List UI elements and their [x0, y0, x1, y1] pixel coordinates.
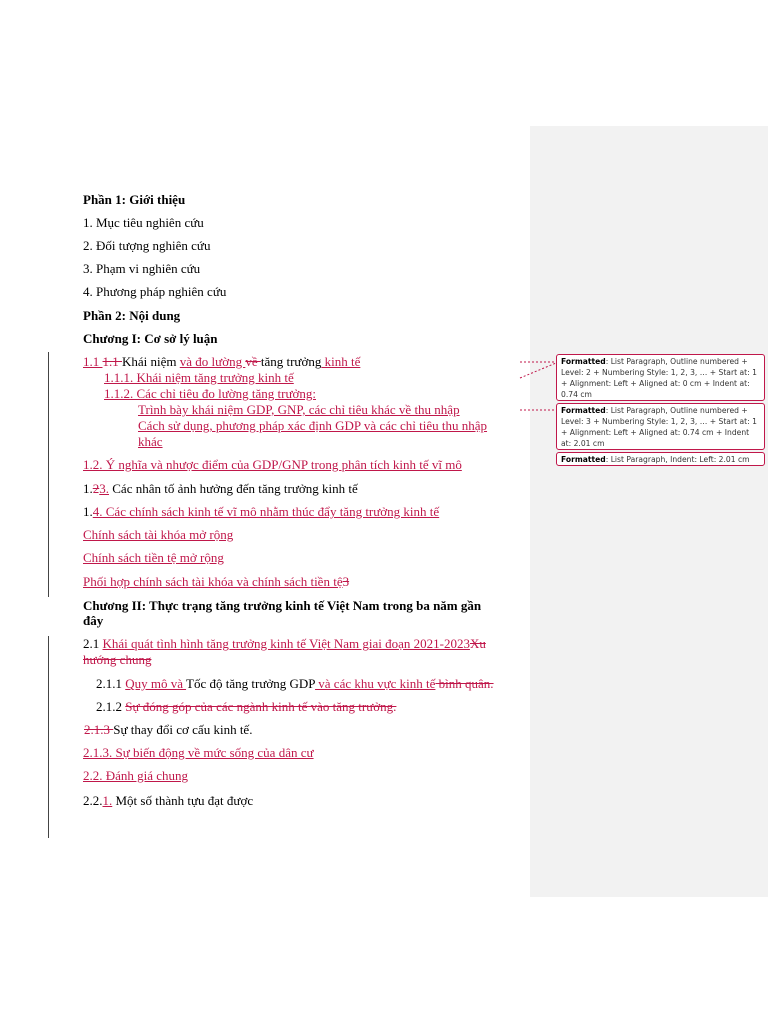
section-2-2: 2.2. Đánh giá chung — [83, 768, 189, 783]
tracked-insert: và các khu vực kinh tế — [315, 676, 436, 691]
chapter2-heading: Chương II: Thực trạng tăng trưởng kinh tế Việt Nam trong ba năm gần — [83, 598, 482, 613]
part2-heading: Phần 2: Nội dung — [83, 308, 181, 323]
policy-item: Chính sách tiền tệ mở rộng — [83, 550, 224, 565]
section-2-2-1 — [83, 793, 253, 809]
section-1-4 — [83, 504, 439, 520]
text: Tốc độ tăng trưởng GDP — [186, 676, 316, 691]
comment-text: : List Paragraph, Outline numbered + Level: 3 + Numbering Style: 1, 2, 3, … + Start at: 1 + Alignment: Left + Aligned at: 0.74 cm + Indent at: 2.01 cm — [561, 406, 757, 448]
tracked-insert: 4. Các chính sách kinh tế vĩ mô nhằm thúc đẩy tăng trưởng kinh tế — [92, 504, 440, 519]
format-comment-balloon[interactable] — [556, 452, 765, 466]
text: Một số thành tựu đạt được — [112, 793, 254, 808]
list-item: 2. Đối tượng nghiên cứu — [83, 238, 211, 253]
format-comment-balloon[interactable] — [556, 354, 765, 401]
tracked-delete: 3 — [342, 574, 350, 589]
tracked-insert: Khái quát tình hình tăng trưởng kinh tế Việt Nam giai đoạn 2021-2023 — [102, 636, 470, 651]
policy-item — [83, 574, 349, 590]
section-1-2: 1.2. Ý nghĩa và nhược điểm của GDP/GNP trong phân tích kinh tế vĩ mô — [83, 457, 462, 472]
section-2-1 — [83, 636, 486, 652]
format-comment-balloon[interactable] — [556, 403, 765, 450]
comment-label: Formatted — [561, 406, 606, 415]
comment-label: Formatted — [561, 357, 606, 366]
list-item: 4. Phương pháp nghiên cứu — [83, 284, 227, 299]
chapter2-heading-continued: đây — [83, 613, 104, 628]
text: 1. — [83, 504, 93, 519]
text: 2.1.2 — [96, 699, 126, 714]
tracked-delete: bình quân. — [435, 676, 494, 691]
tracked-insert: 1. — [102, 793, 113, 808]
tracked-delete: Xu — [469, 636, 486, 651]
tracked-delete: 2 — [92, 481, 100, 496]
section-2-1-2 — [96, 699, 396, 715]
comment-text: : List Paragraph, Indent: Left: 2.01 cm — [605, 455, 750, 464]
bullet-item: Trình bày khái niệm GDP, GNP, các chỉ tiêu khác về thu nhập — [138, 402, 460, 417]
chapter1-heading: Chương I: Cơ sở lý luận — [83, 331, 218, 346]
tracked-delete: hướng chung — [83, 652, 152, 667]
tracked-insert: Phối hợp chính sách tài khóa và chính sách tiền tệ — [83, 574, 343, 589]
bullet-item-continued: khác — [138, 434, 163, 449]
text: Sự thay đổi cơ cấu kinh tế. — [113, 722, 253, 737]
section-1-1-2: 1.1.2. Các chỉ tiêu đo lường tăng trưởng: — [104, 386, 316, 401]
tracked-delete: Sự đóng góp của các ngành kinh tế vào tăng trưởng. — [125, 699, 397, 714]
section-1-1 — [83, 354, 360, 370]
section-2-1-1 — [96, 676, 494, 692]
text: 2.2. — [83, 793, 103, 808]
change-bar — [48, 352, 49, 597]
tracked-delete: về — [245, 354, 261, 369]
text: 1. — [83, 481, 93, 496]
section-2-1-3-old — [84, 722, 252, 738]
comment-label: Formatted — [561, 455, 606, 464]
change-bar — [48, 636, 49, 838]
section-1-1-1: 1.1.1. Khái niệm tăng trưởng kinh tế — [104, 370, 294, 385]
comment-text: : List Paragraph, Outline numbered + Level: 2 + Numbering Style: 1, 2, 3, … + Start at: 1 + Alignment: Left + Aligned at: 0 cm + Indent at: 0.74 cm — [561, 357, 757, 399]
list-item: 3. Phạm vi nghiên cứu — [83, 261, 201, 276]
text: Các nhân tố ảnh hưởng đến tăng trưởng kinh tế — [109, 481, 358, 496]
tracked-insert: Quy mô và — [125, 676, 187, 691]
policy-item: Chính sách tài khóa mở rộng — [83, 527, 234, 542]
tracked-insert: và đo lường — [179, 354, 246, 369]
tracked-delete: 1.1 — [102, 354, 122, 369]
list-item: 1. Mục tiêu nghiên cứu — [83, 215, 204, 230]
text: tăng trưởng — [260, 354, 322, 369]
tracked-delete: 2.1.3 — [84, 722, 114, 737]
part1-heading: Phần 1: Giới thiệu — [83, 192, 186, 207]
text: 2.1.1 — [96, 676, 126, 691]
tracked-insert: 3. — [99, 481, 109, 496]
text: 2.1 — [83, 636, 103, 651]
section-2-1-3: 2.1.3. Sự biến động về mức sống của dân cư — [83, 745, 314, 760]
tracked-insert: kinh tế — [321, 354, 361, 369]
tracked-insert: 1.1 — [83, 354, 103, 369]
section-1-3 — [83, 481, 358, 497]
comment-pane — [530, 126, 768, 897]
bullet-item: Cách sử dụng, phương pháp xác định GDP và các chỉ tiêu thu nhập — [138, 418, 488, 433]
text: Khái niệm — [122, 354, 180, 369]
